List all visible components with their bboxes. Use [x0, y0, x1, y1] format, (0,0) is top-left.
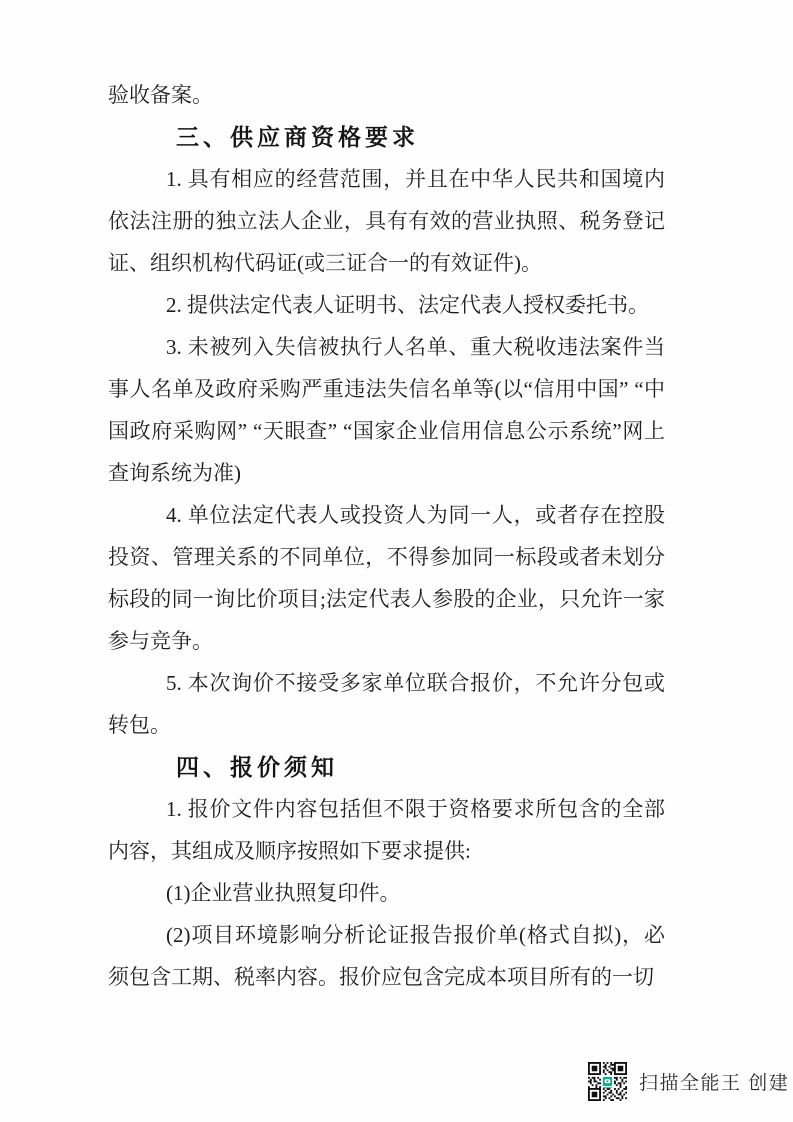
paragraph: 4. 单位法定代表人或投资人为同一人，或者存在控股投资、管理关系的不同单位，不得参加同一标段或者未划分标段的同一询比价项目;法定代表人参股的企业，只允许一家参与竞争。 — [108, 503, 665, 653]
paragraph: 1. 具有相应的经营范围，并且在中华人民共和国境内依法注册的独立法人企业，具有有效的营业执照、税务登记证、组织机构代码证(或三证合一的有效证件)。 — [108, 167, 665, 275]
camscanner-watermark-label: 扫描全能王 创建 — [639, 1073, 790, 1094]
paragraph: 2. 提供法定代表人证明书、法定代表人授权委托书。 — [166, 293, 649, 317]
paragraph: 1. 报价文件内容包括但不限于资格要求所包含的全部内容，其组成及顺序按照如下要求提供: — [108, 797, 665, 863]
paragraph: 3. 未被列入失信被执行人名单、重大税收违法案件当事人名单及政府采购严重违法失信名单等(以“信用中国” “中国政府采购网” “天眼查” “国家企业信用信息公示系统”网上查询系统为准) — [108, 335, 665, 485]
section-heading-quotation-notes: 四、报价须知 — [176, 754, 338, 780]
paragraph-continuation: 验收备案。 — [108, 83, 213, 107]
paragraph: (1)企业营业执照复印件。 — [166, 881, 401, 905]
camscanner-qr-icon — [588, 1062, 627, 1101]
section-heading-supplier-qualifications: 三、供应商资格要求 — [176, 124, 419, 150]
paragraph: (2)项目环境影响分析论证报告报价单(格式自拟)，必须包含工期、税率内容。报价应包含完成本项目所有的一切 — [108, 923, 665, 989]
paragraph: 5. 本次询价不接受多家单位联合报价，不允许分包或转包。 — [108, 671, 665, 737]
camscanner-watermark — [588, 1062, 789, 1101]
document-content — [108, 74, 665, 998]
